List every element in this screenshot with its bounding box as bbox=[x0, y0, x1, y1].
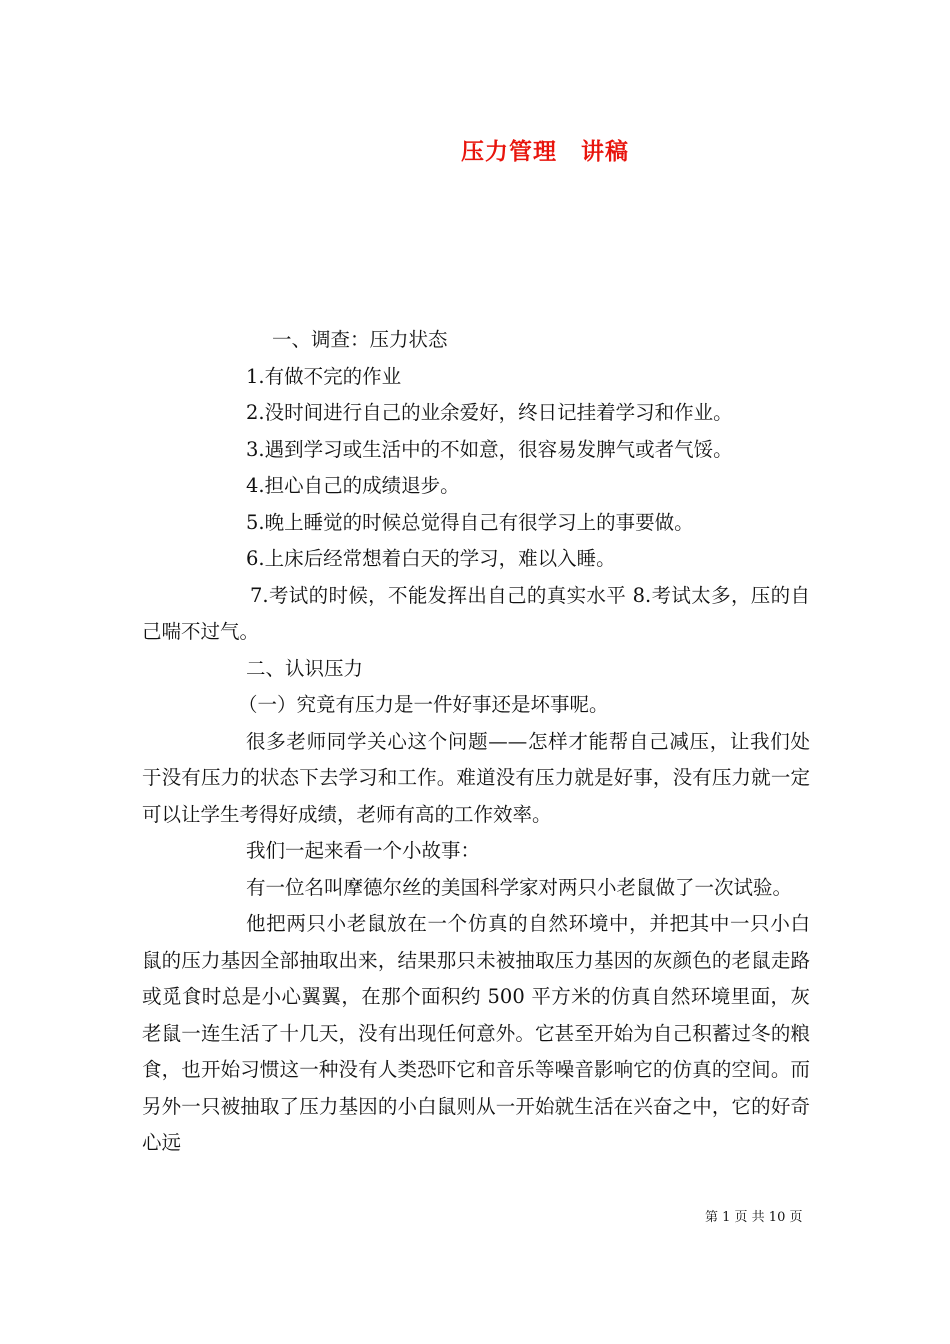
section-heading-survey: 一、调查：压力状态 bbox=[272, 328, 448, 351]
survey-item-6: 6.上床后经常想着白天的学习，难以入睡。 bbox=[246, 547, 616, 570]
survey-item-3: 3.遇到学习或生活中的不如意，很容易发脾气或者气馁。 bbox=[246, 437, 733, 461]
section-heading-understanding: 二、认识压力 bbox=[246, 656, 364, 680]
survey-item-1: 1.有做不完的作业 bbox=[246, 364, 402, 388]
paragraph-1: 很多老师同学关心这个问题——怎样才能帮自己减压，让我们处于没有压力的状态下去学习和工作。难道没有压力就是好事，没有压力就一定可以让学生考得好成绩，老师有高的工作效率。 bbox=[142, 729, 810, 826]
paragraph-3: 有一位名叫摩德尔丝的美国科学家对两只小老鼠做了一次试验。 bbox=[246, 875, 793, 899]
survey-item-4: 4.担心自己的成绩退步。 bbox=[246, 474, 460, 497]
paragraph-2: 我们一起来看一个小故事： bbox=[246, 839, 481, 862]
subsection-heading-1: （一）究竟有压力是一件好事还是坏事呢。 bbox=[238, 693, 609, 716]
page-number-footer: 第 1 页 共 10 页 bbox=[705, 1210, 803, 1225]
survey-item-2: 2.没时间进行自己的业余爱好，终日记挂着学习和作业。 bbox=[246, 401, 733, 424]
survey-item-5: 5.晚上睡觉的时候总觉得自己有很学习上的事要做。 bbox=[246, 510, 694, 534]
survey-item-7-8: 7.考试的时候，不能发挥出自己的真实水平 8.考试太多，压的自己喘不过气。 bbox=[142, 583, 810, 643]
paragraph-4: 他把两只小老鼠放在一个仿真的自然环境中，并把其中一只小白鼠的压力基因全部抽取出来，结果那只未被抽取压力基因的灰颜色的老鼠走路或觅食时总是小心翼翼，在那个面积约 500 平方米的仿真自然环境里面，灰老鼠一连生活了十几天，没有出现任何意外。它甚至开始为自己积蓄过冬的粮食，也开始习惯这一种没有人类恐吓它和音乐等噪音影响它的仿真的空间。而另外一只被抽取了压力基因的小白鼠则从一开始就生活在兴奋之中，它的好奇心远 bbox=[142, 912, 810, 1154]
document-title: 压力管理 讲稿 bbox=[461, 139, 629, 165]
document-body bbox=[142, 322, 810, 1162]
